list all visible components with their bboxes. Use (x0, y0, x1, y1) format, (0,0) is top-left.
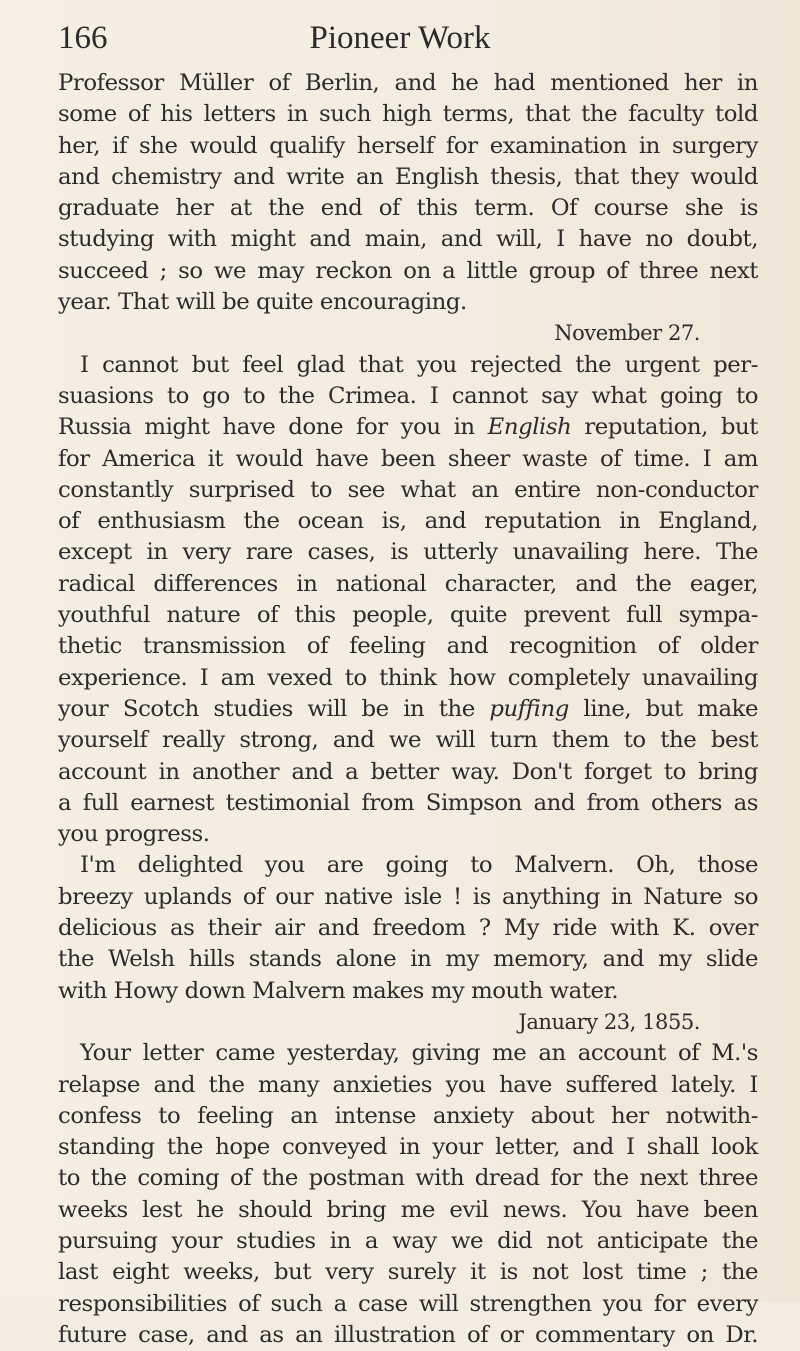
text-line: suasions to go to the Crimea. I cannot say what going to (58, 382, 758, 409)
text-line: I'm delighted you are going to Malvern. Oh, those (80, 852, 758, 879)
text-line: radical differences in national character, and the eager, (58, 570, 758, 597)
text-line: I cannot but feel glad that you rejected the urgent per- (80, 351, 758, 378)
text-line: studying with might and main, and will, I have no doubt, (58, 226, 758, 253)
text-line: succeed ; so we may reckon on a little group of three next (58, 257, 758, 284)
text-line: a full earnest testimonial from Simpson and from others as (58, 789, 758, 816)
text-line: standing the hope conveyed in your letter, and I shall look (58, 1134, 758, 1161)
text-line: Russia might have done for you in English reputation, but (58, 414, 758, 441)
text-line: constantly surprised to see what an entire non-conductor (58, 476, 758, 503)
emphasis: English (487, 414, 572, 441)
text-line: Professor Müller of Berlin, and he had mentioned her in (58, 70, 758, 96)
text-line: thetic transmission of feeling and recognition of older (58, 633, 758, 660)
emphasis: puffing (489, 695, 569, 722)
text-line: of enthusiasm the ocean is, and reputation in England, (58, 508, 758, 535)
text-line: delicious as their air and freedom ? My ride with K. over (58, 915, 758, 942)
text-line: last eight weeks, but very surely it is not lost time ; the (58, 1259, 758, 1286)
text-line: her, if she would qualify herself for examination in surgery (58, 132, 758, 159)
text-line: some of his letters in such high terms, that the faculty told (58, 101, 758, 128)
text-line: experience. I am vexed to think how completely unavailing (58, 664, 758, 691)
text-line: confess to feeling an intense anxiety about her notwith- (58, 1102, 758, 1129)
text-line: future case, and as an illustration of or commentary on Dr. (58, 1321, 758, 1348)
text-line: pursuing your studies in a way we did not anticipate the (58, 1227, 758, 1254)
running-head: Pioneer Work (309, 20, 491, 56)
text-line: graduate her at the end of this term. Of course she is (58, 195, 758, 222)
text-line: breezy uplands of our native isle ! is anything in Nature so (58, 883, 758, 910)
text-line: you progress. (58, 821, 210, 848)
letter-date: January 23, 1855. (518, 1009, 700, 1034)
text-line: Your letter came yesterday, giving me an account of M.'s (80, 1040, 758, 1067)
text-line: for America it would have been sheer waste of time. I am (58, 445, 758, 472)
text-line: weeks lest he should bring me evil news. You have been (58, 1196, 758, 1223)
text-line: to the coming of the postman with dread for the next three (58, 1165, 758, 1192)
text-line: and chemistry and write an English thesis, that they would (58, 163, 758, 190)
text-line: yourself really strong, and we will turn them to the best (58, 727, 758, 754)
page-number: 166 (58, 20, 108, 56)
text-line: the Welsh hills stands alone in my memory, and my slide (58, 946, 758, 973)
text-line: your Scotch studies will be in the puffing line, but make (58, 695, 758, 722)
text-line: responsibilities of such a case will strengthen you for every (58, 1290, 758, 1317)
page-header (58, 16, 742, 60)
text-line: except in very rare cases, is utterly unavailing here. The (58, 539, 758, 566)
text-line: with Howy down Malvern makes my mouth water. (58, 977, 619, 1004)
text-line: account in another and a better way. Don't forget to bring (58, 758, 758, 785)
text-line: year. That will be quite encouraging. (58, 289, 467, 316)
text-line: relapse and the many anxieties you have suffered lately. I (58, 1071, 758, 1098)
text-line: youthful nature of this people, quite prevent full sympa- (58, 602, 758, 629)
body-text (58, 68, 758, 1351)
letter-date: November 27. (554, 321, 700, 346)
